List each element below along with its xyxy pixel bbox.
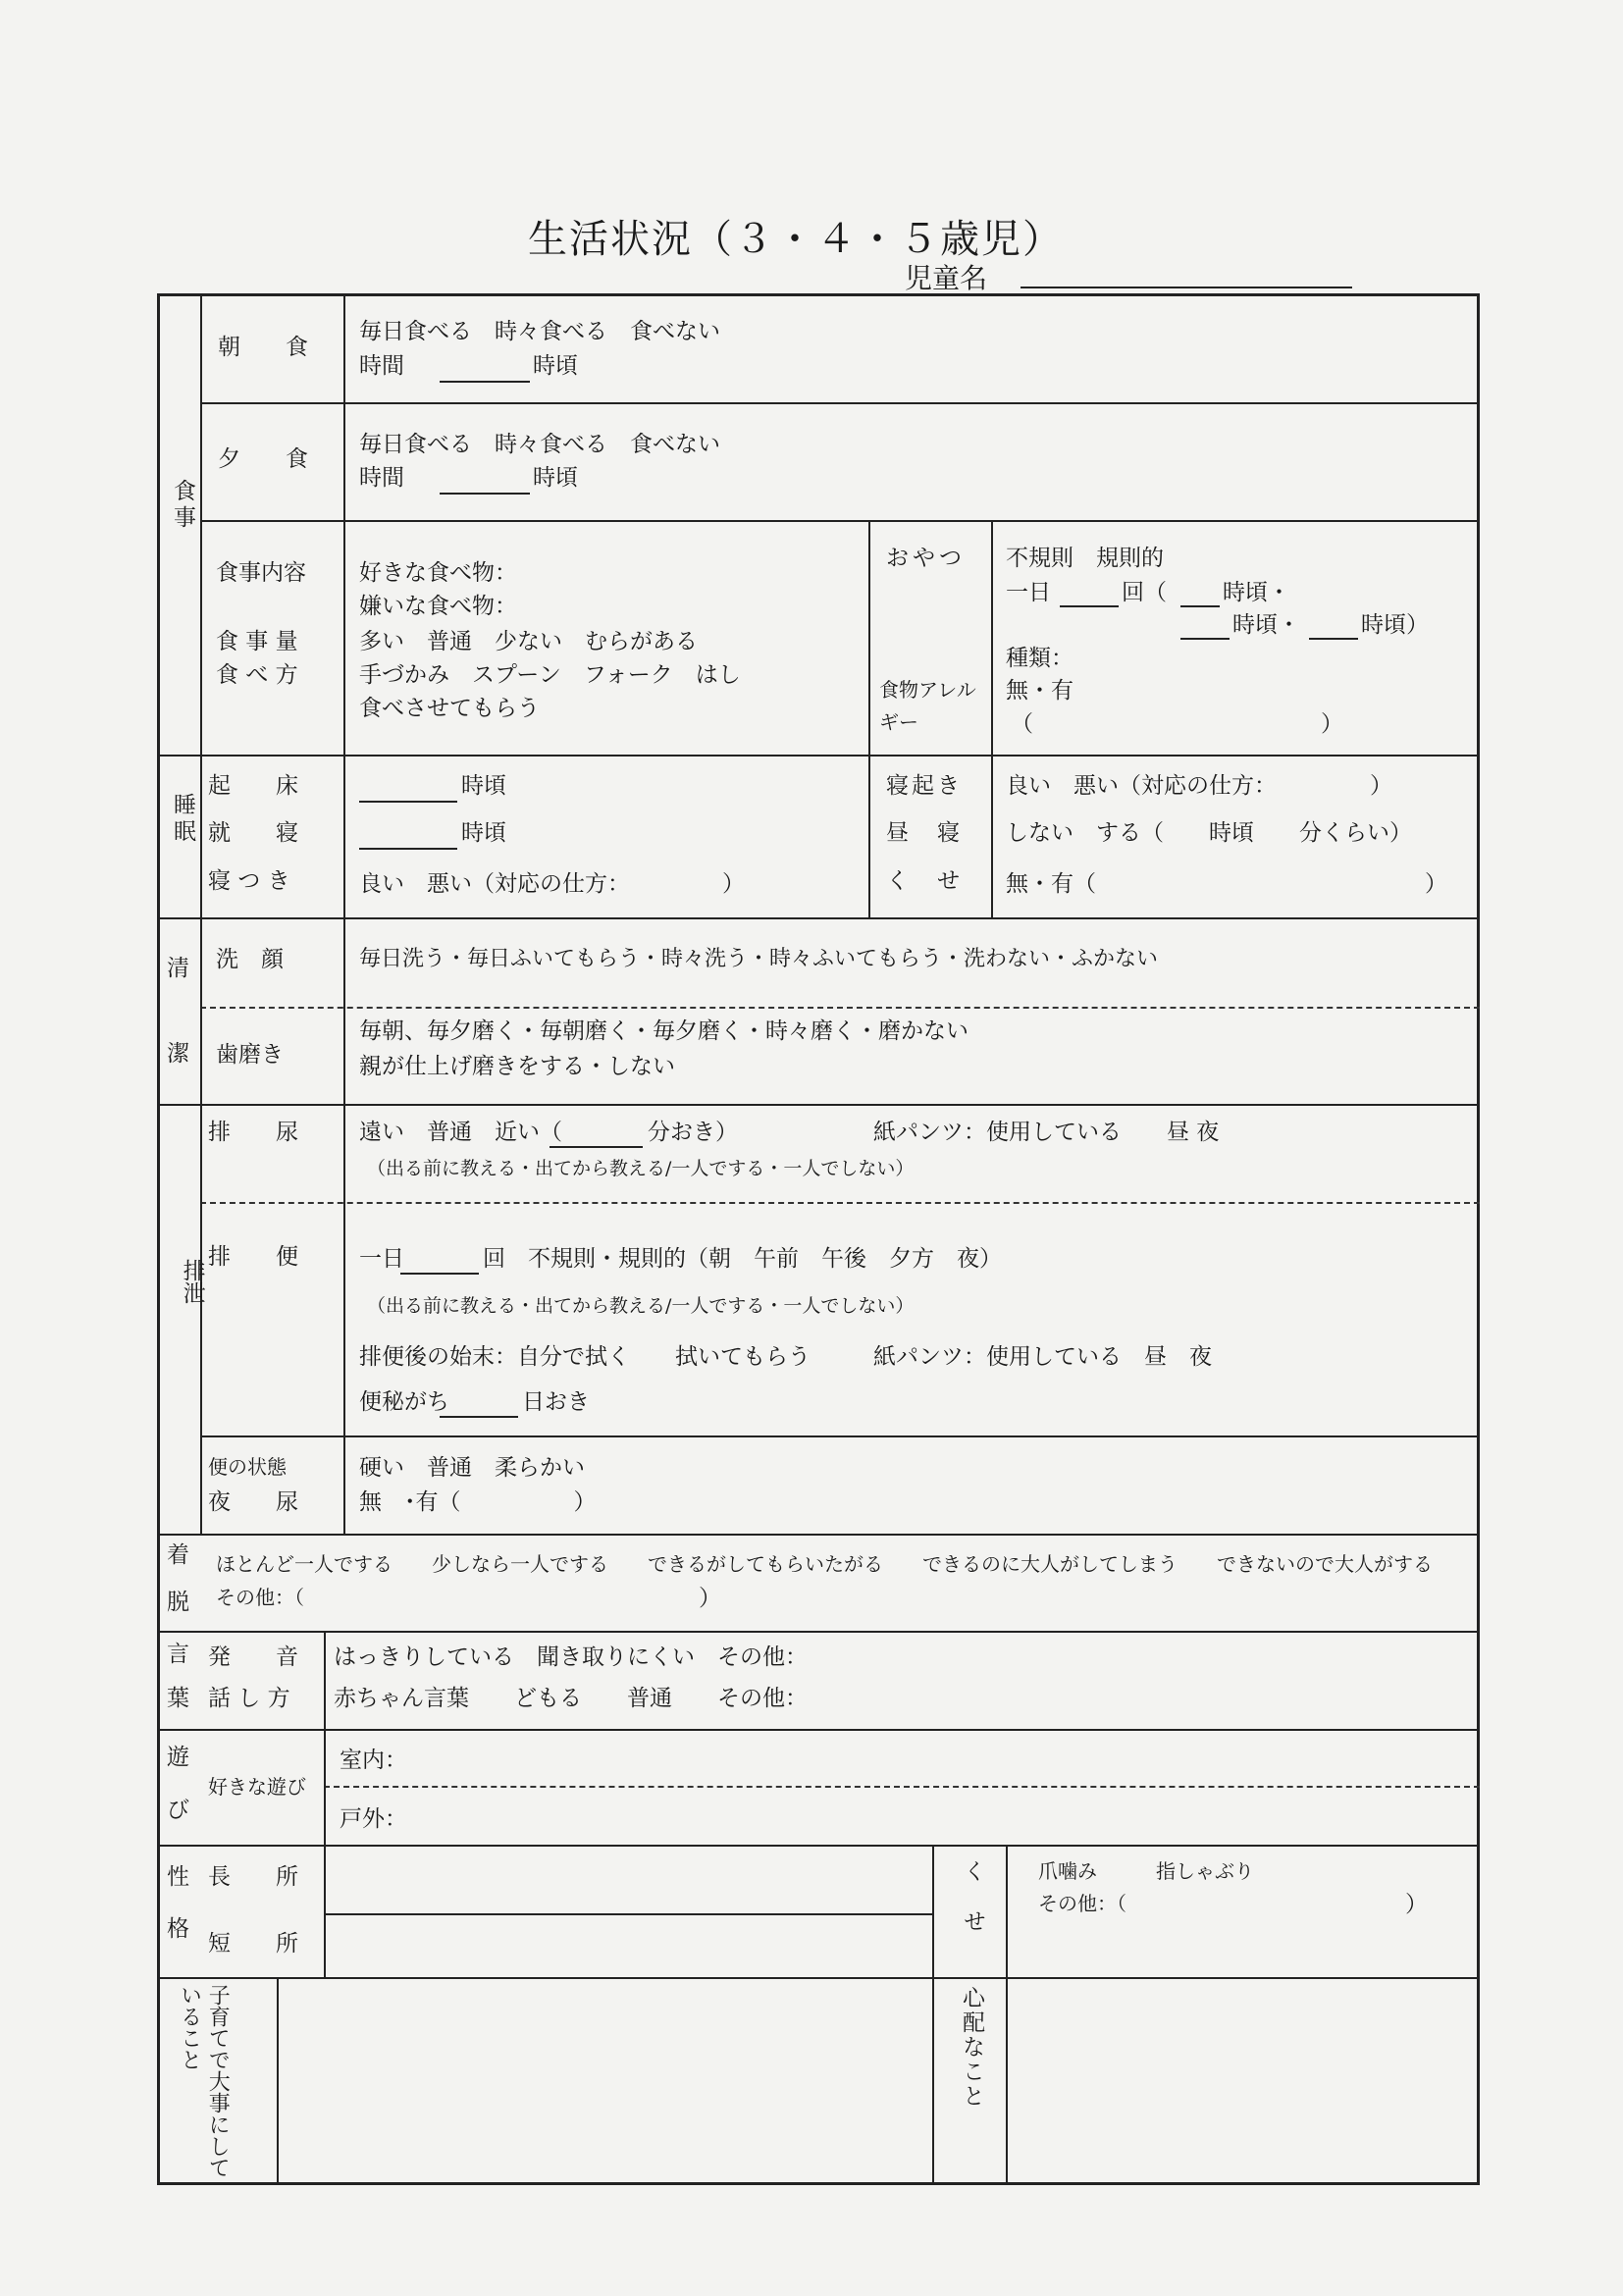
snack-time-3-field[interactable] — [1309, 638, 1358, 640]
defecation-count-field[interactable] — [400, 1273, 479, 1275]
eating-style-options[interactable]: 手づかみ スプーン フォーク はし — [359, 662, 741, 688]
breakfast-time-field[interactable] — [440, 381, 530, 383]
snack-time-1-field[interactable] — [1180, 605, 1220, 607]
eating-style-options-2[interactable]: 食べさせてもらう — [359, 696, 540, 721]
breakfast-options[interactable]: 毎日食べる 時々食べる 食べない — [359, 319, 720, 344]
constipation-field[interactable] — [440, 1416, 518, 1418]
strengths-label: 長 所 — [208, 1864, 298, 1890]
eating-style-label: 食 べ 方 — [216, 662, 298, 688]
meal-amount-label: 食 事 量 — [216, 629, 298, 654]
hygiene-section-label-2: 潔 — [167, 1041, 189, 1067]
form-frame — [157, 293, 1480, 2185]
dressing-options[interactable]: ほとんど一人でする 少しなら一人でする できるがしてもらいたがる できるのに大人がしてしまう できないので大人がする — [216, 1552, 1433, 1576]
snack-time-2-suffix: 時頃・ — [1232, 612, 1300, 638]
bedtime-suffix: 時頃 — [461, 820, 506, 846]
wake-label: 起 床 — [208, 773, 298, 799]
defecation-diaper[interactable]: 紙パンツ：使用している 昼 夜 — [873, 1344, 1212, 1370]
snack-time-1-suffix: 時頃・ — [1223, 580, 1290, 605]
dinner-time-suffix: 時頃 — [533, 465, 578, 491]
language-section-label-1: 言 — [167, 1642, 189, 1667]
weaknesses-label: 短 所 — [208, 1931, 298, 1957]
allergy-paren-open: （ — [1011, 711, 1033, 737]
wake-time-field[interactable] — [359, 801, 457, 803]
dressing-section-label-1: 着 — [167, 1542, 189, 1568]
important-text-area[interactable] — [283, 1982, 926, 2178]
bedwetting-label: 夜 尿 — [208, 1489, 298, 1515]
speech-label: 話 し 方 — [208, 1686, 290, 1711]
child-name-label: 児童名 — [905, 262, 988, 294]
important-section-label: 子育てで大事にしていること — [177, 1984, 231, 2178]
sleep-section-label: 睡眠 — [170, 793, 195, 846]
personality-section-label-2: 格 — [167, 1916, 189, 1942]
defecation-label: 排 便 — [208, 1244, 298, 1270]
toothbrush-label: 歯磨き — [216, 1042, 284, 1068]
toothbrush-options-2[interactable]: 親が仕上げ磨きをする・しない — [359, 1054, 675, 1079]
language-section-label-2: 葉 — [167, 1686, 189, 1711]
stool-state-label: 便の状態 — [208, 1455, 287, 1479]
snack-time-3-suffix: 時頃） — [1361, 612, 1429, 638]
snack-label: おやつ — [886, 546, 966, 571]
bedtime-field[interactable] — [359, 848, 457, 850]
defecation-options[interactable]: 回 不規則・規則的（朝 午前 午後 夕方 夜） — [483, 1246, 1002, 1272]
habit-label: くせ — [960, 1859, 985, 1959]
nap-label: 昼 寝 — [886, 820, 963, 846]
urination-interval-suffix: 分おき） — [648, 1120, 738, 1145]
dinner-time-field[interactable] — [440, 493, 530, 495]
allergy-label-2: ギー — [879, 710, 918, 734]
urination-diaper[interactable]: 紙パンツ：使用している 昼 夜 — [873, 1120, 1220, 1145]
pronunciation-options[interactable]: はっきりしている 聞き取りにくい その他： — [334, 1644, 808, 1670]
constipation-suffix: 日おき — [522, 1389, 590, 1415]
dressing-close: ） — [699, 1586, 721, 1611]
play-section-label-1: 遊 — [167, 1745, 189, 1770]
sleep-onset-close: ） — [722, 871, 745, 897]
meal-content-label: 食事内容 — [216, 560, 306, 586]
page-title: 生活状況（３・４・５歳児） — [528, 217, 1064, 262]
waking-label: 寝起き — [886, 773, 963, 799]
meal-amount-options[interactable]: 多い 普通 少ない むらがある — [359, 629, 698, 654]
liked-foods-field[interactable]: 好きな食べ物： — [359, 560, 517, 586]
waking-close: ） — [1370, 773, 1392, 799]
constipation-label: 便秘がち — [359, 1389, 449, 1415]
nap-options[interactable]: しない する（ 時頃 分くらい） — [1006, 820, 1412, 846]
sleep-onset-label: 寝 つ き — [208, 868, 290, 894]
speech-options[interactable]: 赤ちゃん言葉 どもる 普通 その他： — [334, 1686, 808, 1711]
habit-options[interactable]: 爪噛み 指しゃぶり — [1038, 1859, 1254, 1883]
child-name-field[interactable] — [1021, 287, 1352, 288]
stool-state-options[interactable]: 硬い 普通 柔らかい — [359, 1455, 585, 1481]
snack-kind[interactable]: 種類： — [1006, 646, 1073, 671]
toothbrush-options[interactable]: 毎朝、毎夕磨く・毎朝磨く・毎夕磨く・時々磨く・磨かない — [359, 1018, 969, 1044]
habit-other[interactable]: その他：（ — [1038, 1892, 1126, 1915]
urination-note[interactable]: （出る前に教える・出てから教える/一人でする・一人でしない） — [367, 1158, 915, 1179]
snack-count-field[interactable] — [1060, 605, 1119, 607]
worries-section-label: 心配なこと — [959, 1986, 984, 2109]
indoor-play-field[interactable]: 室内： — [340, 1748, 407, 1773]
breakfast-time-label: 時間 — [359, 353, 404, 379]
defecation-wiping[interactable]: 排便後の始末：自分で拭く 拭いてもらう — [359, 1344, 811, 1370]
sleep-onset-options[interactable]: 良い 悪い（対応の仕方： — [359, 871, 630, 897]
meal-section-label: 食事 — [170, 479, 195, 532]
play-section-label-2: び — [167, 1798, 189, 1823]
breakfast-label: 朝 食 — [218, 335, 308, 360]
urination-label: 排 尿 — [208, 1120, 298, 1145]
snack-regularity[interactable]: 不規則 規則的 — [1006, 546, 1164, 571]
dressing-other[interactable]: その他：（ — [216, 1586, 304, 1609]
snack-times: 回（ — [1122, 580, 1167, 605]
worries-text-area[interactable] — [1011, 1982, 1476, 2178]
disliked-foods-field[interactable]: 嫌いな食べ物： — [359, 594, 517, 619]
sleep-habit-label: く せ — [886, 868, 963, 894]
sleep-habit-options[interactable]: 無・有（ — [1006, 871, 1096, 897]
face-wash-options[interactable]: 毎日洗う・毎日ふいてもらう・時々洗う・時々ふいてもらう・洗わない・ふかない — [359, 947, 1159, 971]
bedtime-label: 就 寝 — [208, 820, 298, 846]
wake-suffix: 時頃 — [461, 773, 506, 799]
habit-close: ） — [1405, 1892, 1428, 1917]
dinner-time-label: 時間 — [359, 465, 404, 491]
bedwetting-options[interactable]: 無 ･有（ ） — [359, 1489, 597, 1515]
defecation-per-day: 一日 — [359, 1246, 404, 1272]
defecation-note[interactable]: （出る前に教える・出てから教える/一人でする・一人でしない） — [367, 1295, 915, 1317]
hygiene-section-label-1: 清 — [167, 956, 189, 981]
urination-options[interactable]: 遠い 普通 近い（ — [359, 1120, 562, 1145]
snack-per-day: 一日 — [1006, 580, 1051, 605]
excretion-section-label: 排泄 — [179, 1259, 205, 1304]
waking-options[interactable]: 良い 悪い（対応の仕方： — [1006, 773, 1277, 799]
snack-time-2-field[interactable] — [1180, 638, 1230, 640]
favorite-play-label: 好きな遊び — [208, 1775, 306, 1799]
allergy-label-1: 食物アレル — [879, 678, 976, 702]
face-wash-label: 洗 顔 — [216, 947, 284, 972]
outdoor-play-field[interactable]: 戸外： — [340, 1806, 407, 1832]
dressing-section-label-2: 脱 — [167, 1590, 189, 1615]
sleep-habit-close: ） — [1425, 871, 1447, 897]
allergy-options[interactable]: 無・有 — [1006, 678, 1073, 704]
dinner-label: 夕 食 — [218, 446, 308, 472]
pronunciation-label: 発 音 — [208, 1644, 298, 1670]
breakfast-time-suffix: 時頃 — [533, 353, 578, 379]
allergy-paren-close: ） — [1321, 711, 1343, 737]
urination-interval-field[interactable] — [550, 1146, 643, 1148]
dinner-options[interactable]: 毎日食べる 時々食べる 食べない — [359, 432, 720, 457]
personality-section-label-1: 性 — [167, 1864, 189, 1890]
